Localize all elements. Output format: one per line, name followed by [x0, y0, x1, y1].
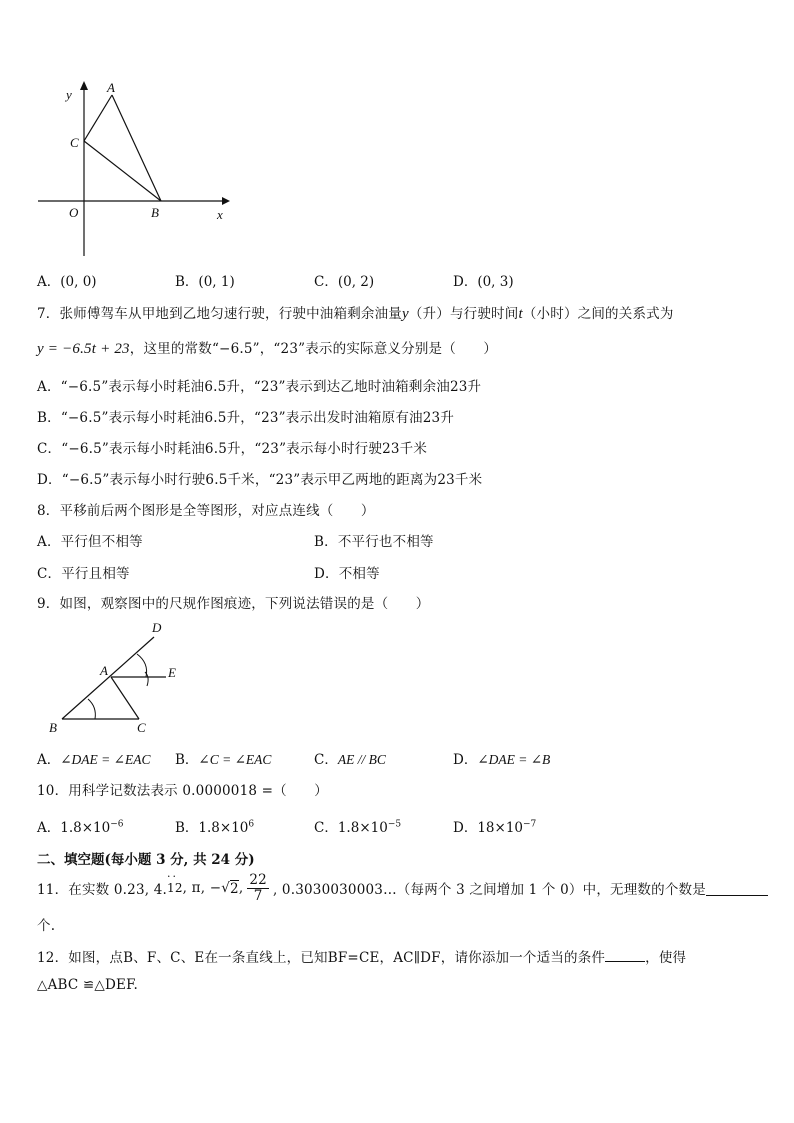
q12-stem-line2: △ABC ≌△DEF.: [37, 977, 139, 993]
sqrt-symbol: √: [221, 880, 231, 896]
q9-option-a: A．∠DAE = ∠EAC: [37, 752, 151, 768]
arc-at-a: [137, 654, 147, 677]
label-b-q9: B: [49, 720, 57, 735]
arc-mark-e: [145, 672, 148, 686]
q6-option-b: B．(0, 1): [175, 274, 235, 290]
label-d: D: [152, 620, 162, 635]
label-a-q9: A: [100, 663, 108, 678]
q9-stem: 9．如图，观察图中的尺规作图痕迹，下列说法错误的是（ ）: [37, 596, 430, 612]
q10-stem: 10．用科学记数法表示 0.0000018 =（ ）: [37, 783, 328, 799]
label-a: A: [107, 80, 115, 95]
label-c-q9: C: [137, 720, 146, 735]
q9-option-b: B．∠C = ∠EAC: [175, 752, 272, 768]
segment-cb: [84, 141, 161, 201]
q10-option-b: B．$1.8\times 10^6$: [175, 819, 255, 836]
q11-stem-line2: 个.: [37, 918, 56, 934]
label-x: x: [217, 207, 223, 222]
q7-option-c: C．“−6.5”表示每小时耗油6.5升，“23”表示每小时行驶23千米: [37, 441, 428, 457]
q10-option-c: C．$1.8\times 10^{-5}$: [314, 819, 402, 836]
q8-option-d: D．不相等: [314, 566, 380, 582]
q9-option-d: D．∠DAE = ∠B: [453, 752, 551, 768]
label-o: O: [69, 205, 79, 220]
segment-ab: [112, 95, 161, 201]
q8-option-b: B．不平行也不相等: [314, 534, 434, 550]
fraction-22-7: $\frac{22}{7}$: [249, 871, 267, 904]
q7-stem-line2: y = −6.5t + 23，这里的常数“−6.5”，“23”表示的实际意义分别是（ ）: [37, 341, 498, 357]
q6-option-c: C．(0, 2): [314, 274, 375, 290]
q11-answer-blank[interactable]: [706, 881, 768, 896]
q10-option-a: A．$1.8\times 10^{-6}$: [37, 819, 124, 836]
x-axis-arrow: [222, 197, 230, 205]
q7-option-b: B．“−6.5”表示每小时耗油6.5升，“23”表示出发时油箱原有油23升: [37, 410, 455, 426]
q6-option-a: A．(0, 0): [37, 274, 97, 290]
q6-option-d: D．(0, 3): [453, 274, 514, 290]
q9-option-c: C．AE // BC: [314, 752, 386, 768]
construction-figure: [40, 615, 200, 740]
segment-ca: [84, 95, 112, 141]
arc-at-b: [88, 699, 95, 719]
q12-answer-blank[interactable]: [605, 947, 645, 962]
segment-ac: [111, 677, 139, 719]
q7-option-a: A．“−6.5”表示每小时耗油6.5升，“23”表示到达乙地时油箱剩余油23升: [37, 379, 482, 395]
repeating-decimal: ·· 12: [167, 870, 183, 895]
ray-bd: [62, 637, 154, 719]
q11-stem-line1: 11．在实数 0.23, 4. ·· 12 , π, − √ 2 , $\frac{22}{7}$ , 0.3030030003…（每两个 3 之间增加 1 个 0）中，无理数的个数是: [37, 868, 768, 908]
q12-stem-line1: 12．如图，点B、F、C、E在一条直线上，已知BF=CE，AC∥DF，请你添加一个适当的条件 ，使得: [37, 946, 686, 966]
q8-stem: 8．平移前后两个图形是全等图形，对应点连线（ ）: [37, 503, 375, 519]
label-e: E: [168, 665, 176, 680]
q7-option-d: D．“−6.5”表示每小时行驶6.5千米，“23”表示甲乙两地的距离为23千米: [37, 472, 483, 488]
section-heading: 二、填空题(每小题 3 分, 共 24 分): [37, 852, 255, 868]
coordinate-figure: [30, 78, 240, 260]
q7-stem-line1: 7．张师傅驾车从甲地到乙地匀速行驶，行驶中油箱剩余油量y（升）与行驶时间t（小时）之间的关系式为: [37, 306, 674, 322]
q8-option-a: A．平行但不相等: [37, 534, 143, 550]
y-axis-arrow: [80, 81, 88, 90]
q8-option-c: C．平行且相等: [37, 566, 130, 582]
label-y: y: [66, 87, 72, 102]
q7-formula: y = −6.5t + 23: [37, 341, 130, 357]
q10-option-d: D．$18\times 10^{-7}$: [453, 819, 537, 836]
label-b: B: [151, 205, 159, 220]
label-c: C: [70, 135, 79, 150]
